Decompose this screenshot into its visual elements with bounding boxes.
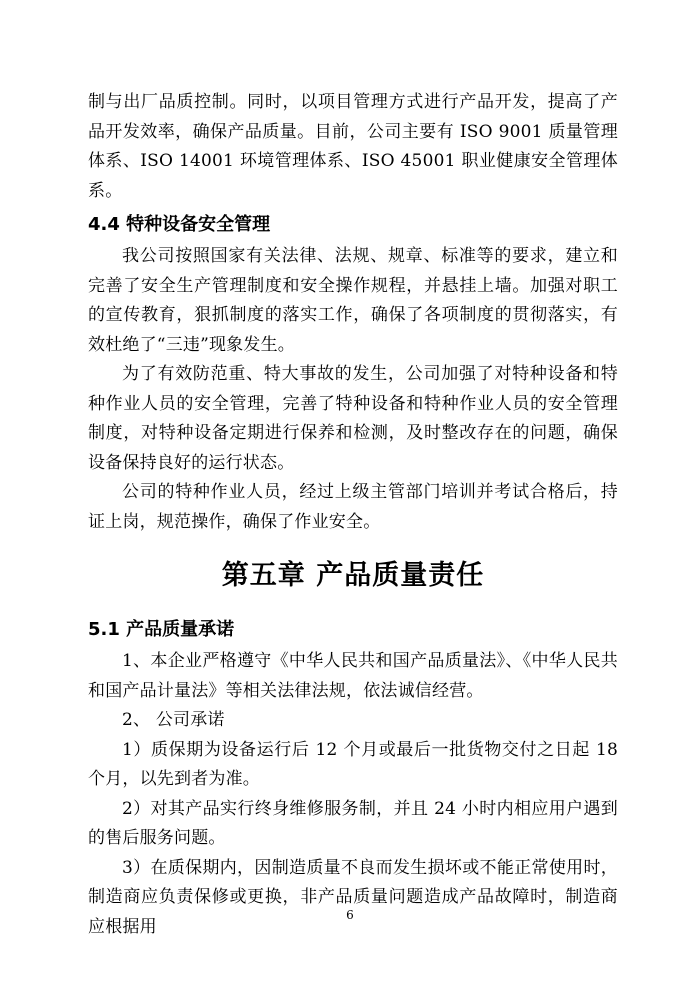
paragraph: 2、 公司承诺 (122, 710, 225, 730)
paragraph: 3）在质保期内，因制造质量不良而发生损坏或不能正常使用时，制造商应负责保修或更换，非产品质量问题造成产品故障时，制造商应根据用 (88, 857, 618, 937)
paragraph: 公司的特种作业人员，经过上级主管部门培训并考试合格后，持证上岗，规范操作，确保了作业安全。 (88, 482, 618, 532)
paragraph: 1）质保期为设备运行后 12 个月或最后一批货物交付之日起 18 个月，以先到者为准。 (88, 739, 618, 789)
paragraph-continued: 制与出厂品质控制。同时，以项目管理方式进行产品开发，提高了产品开发效率，确保产品质量。目前，公司主要有 ISO 9001 质量管理体系、ISO 14001 环境管理体系、ISO 45001 职业健康安全管理体系。 (88, 92, 618, 201)
chapter-title: 第五章 产品质量责任 (221, 560, 485, 591)
paragraph: 为了有效防范重、特大事故的发生，公司加强了对特种设备和特种作业人员的安全管理，完善了特种设备和特种作业人员的安全管理制度，对特种设备定期进行保养和检测，及时整改存在的问题，确保设备保持良好的运行状态。 (88, 364, 618, 473)
section-heading-4-4: 4.4 特种设备安全管理 (88, 214, 271, 235)
page-content (88, 88, 618, 942)
paragraph: 1、本企业严格遵守《中华人民共和国产品质量法》、《中华人民共和国产品计量法》等相关法律法规，依法诚信经营。 (88, 651, 618, 701)
paragraph: 我公司按照国家有关法律、法规、规章、标准等的要求，建立和完善了安全生产管理制度和安全操作规程，并悬挂上墙。加强对职工的宣传教育，狠抓制度的落实工作，确保了各项制度的贯彻落实，有效杜绝了“三违”现象发生。 (88, 246, 618, 355)
page-number: 6 (346, 908, 354, 922)
paragraph: 2）对其产品实行终身维修服务制，并且 24 小时内相应用户遇到的售后服务问题。 (88, 798, 618, 848)
section-heading-5-1: 5.1 产品质量承诺 (88, 619, 235, 640)
